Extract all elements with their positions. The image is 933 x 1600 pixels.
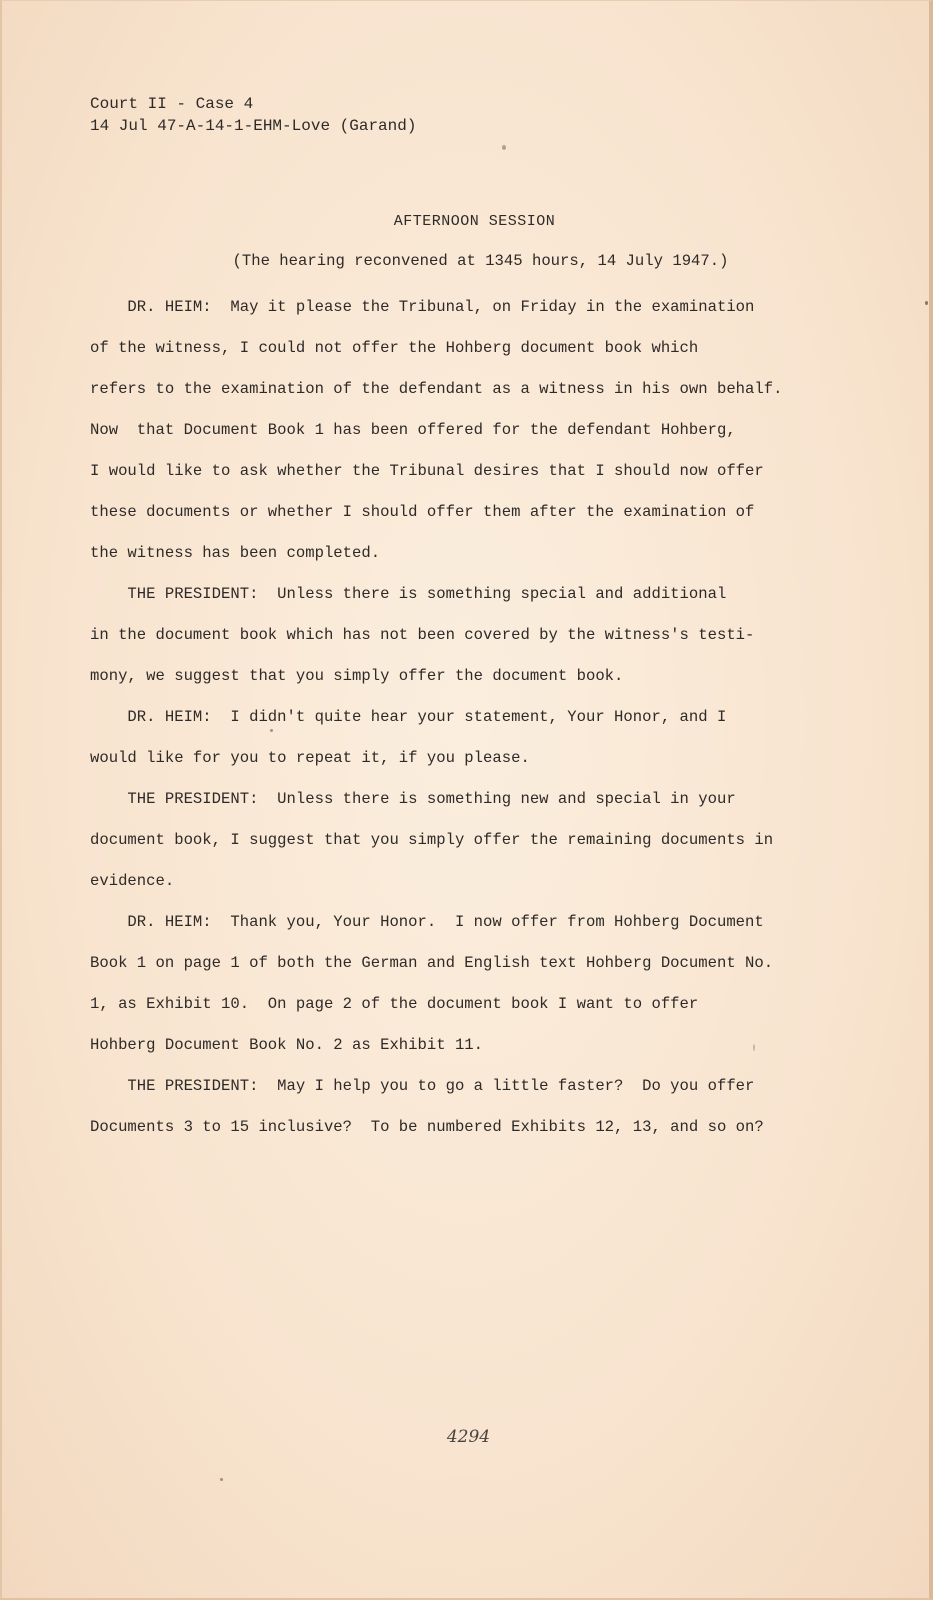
paper-speck — [220, 1478, 223, 1481]
transcript-line: THE PRESIDENT: May I help you to go a little faster? Do you offer — [90, 1077, 755, 1095]
transcript-line: I would like to ask whether the Tribunal desires that I should now offer — [90, 462, 764, 480]
transcript-body — [90, 252, 842, 1148]
recess-note: (The hearing reconvened at 1345 hours, 14 July 1947.) — [232, 252, 729, 270]
transcript-line: these documents or whether I should offer them after the examination of — [90, 503, 755, 521]
transcript-line: Hohberg Document Book No. 2 as Exhibit 11. — [90, 1036, 484, 1054]
transcript-line: the witness has been completed. — [90, 544, 381, 562]
transcript-line: DR. HEIM: I didn't quite hear your statement, Your Honor, and I — [90, 708, 727, 726]
transcript-line: would like for you to repeat it, if you please. — [90, 749, 530, 767]
session-title-text: AFTERNOON SESSION — [393, 213, 556, 230]
transcript-line: Documents 3 to 15 inclusive? To be numbered Exhibits 12, 13, and so on? — [90, 1118, 764, 1136]
transcript-line: Book 1 on page 1 of both the German and English text Hohberg Document No. — [90, 954, 774, 972]
transcript-line: evidence. — [90, 872, 175, 890]
paper-speck — [753, 1044, 755, 1051]
transcript-line: DR. HEIM: May it please the Tribunal, on Friday in the examination — [90, 298, 755, 316]
transcript-line: mony, we suggest that you simply offer the document book. — [90, 667, 624, 685]
paper-speck — [925, 301, 928, 305]
paper-speck — [502, 145, 506, 150]
transcript-line: Now that Document Book 1 has been offered for the defendant Hohberg, — [90, 421, 736, 439]
court-case-line: Court II - Case 4 — [90, 95, 254, 113]
reference-line: 14 Jul 47-A-14-1-EHM-Love (Garand) — [90, 117, 417, 135]
transcript-line: THE PRESIDENT: Unless there is something new and special in your — [90, 790, 736, 808]
transcript-line: DR. HEIM: Thank you, Your Honor. I now offer from Hohberg Document — [90, 913, 764, 931]
paper-speck — [270, 729, 273, 732]
transcript-line: refers to the examination of the defendant as a witness in his own behalf. — [90, 380, 783, 398]
transcript-line: 1, as Exhibit 10. On page 2 of the document book I want to offer — [90, 995, 699, 1013]
session-title — [2, 213, 933, 230]
transcript-line: in the document book which has not been covered by the witness's testi- — [90, 626, 755, 644]
transcript-line: of the witness, I could not offer the Hohberg document book which — [90, 339, 699, 357]
transcript-line: document book, I suggest that you simply offer the remaining documents in — [90, 831, 774, 849]
transcript-line: THE PRESIDENT: Unless there is something special and additional — [90, 585, 727, 603]
document-header — [90, 93, 416, 137]
page-number: 4294 — [446, 1427, 491, 1447]
